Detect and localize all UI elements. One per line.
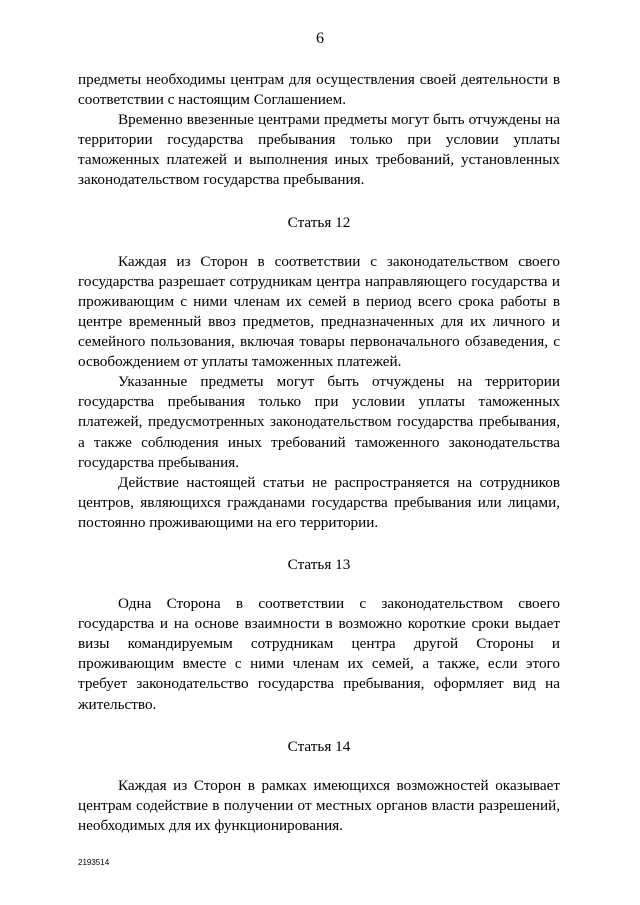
- article-13-heading: Статья 13: [287, 555, 351, 573]
- paragraph: Каждая из Сторон в соответствии с законодательством своего государства разрешает сотрудникам центра направляющего государства и проживающим с ними членам их семей в период всего срока работы в центре временный ввоз предметов, предназначенных для их личного и семейного пользования, включая товары первоначального обзаведения, с освобождением от уплаты таможенных платежей.: [78, 252, 560, 371]
- paragraph: Одна Сторона в соответствии с законодательством своего государства и на основе взаимности в возможно короткие сроки выдает визы командируемым сотрудникам центра другой Стороны и проживающим вместе с ними членам их семей, а также, если этого требует законодательство государства пребывания, оформляет вид на жительство.: [78, 595, 560, 713]
- paragraph: Указанные предметы могут быть отчуждены на территории государства пребывания только при условии уплаты таможенных платежей, предусмотренных законодательством государства пребывания, а также соблюдения иных требований таможенного законодательства государства пребывания.: [78, 373, 560, 471]
- paragraph: Каждая из Сторон в рамках имеющихся возможностей оказывает центрам содействие в получении от местных органов власти разрешений, необходимых для их функционирования.: [78, 776, 560, 834]
- document-code: 2193514: [78, 858, 110, 867]
- paragraph: Действие настоящей статьи не распространяется на сотрудников центров, являющихся гражданами государства пребывания или лицами, постоянно проживающими на его территории.: [78, 473, 560, 531]
- page-number: 6: [316, 30, 324, 47]
- article-12-heading: Статья 12: [287, 213, 351, 231]
- article-14-heading: Статья 14: [287, 737, 351, 755]
- document-body: [78, 70, 560, 836]
- paragraph: Временно ввезенные центрами предметы могут быть отчуждены на территории государства пребывания только при условии уплаты таможенных платежей и выполнения иных требований, установленных законодательством государства пребывания.: [78, 111, 560, 189]
- paragraph: предметы необходимы центрам для осуществления своей деятельности в соответствии с настоящим Соглашением.: [78, 71, 560, 109]
